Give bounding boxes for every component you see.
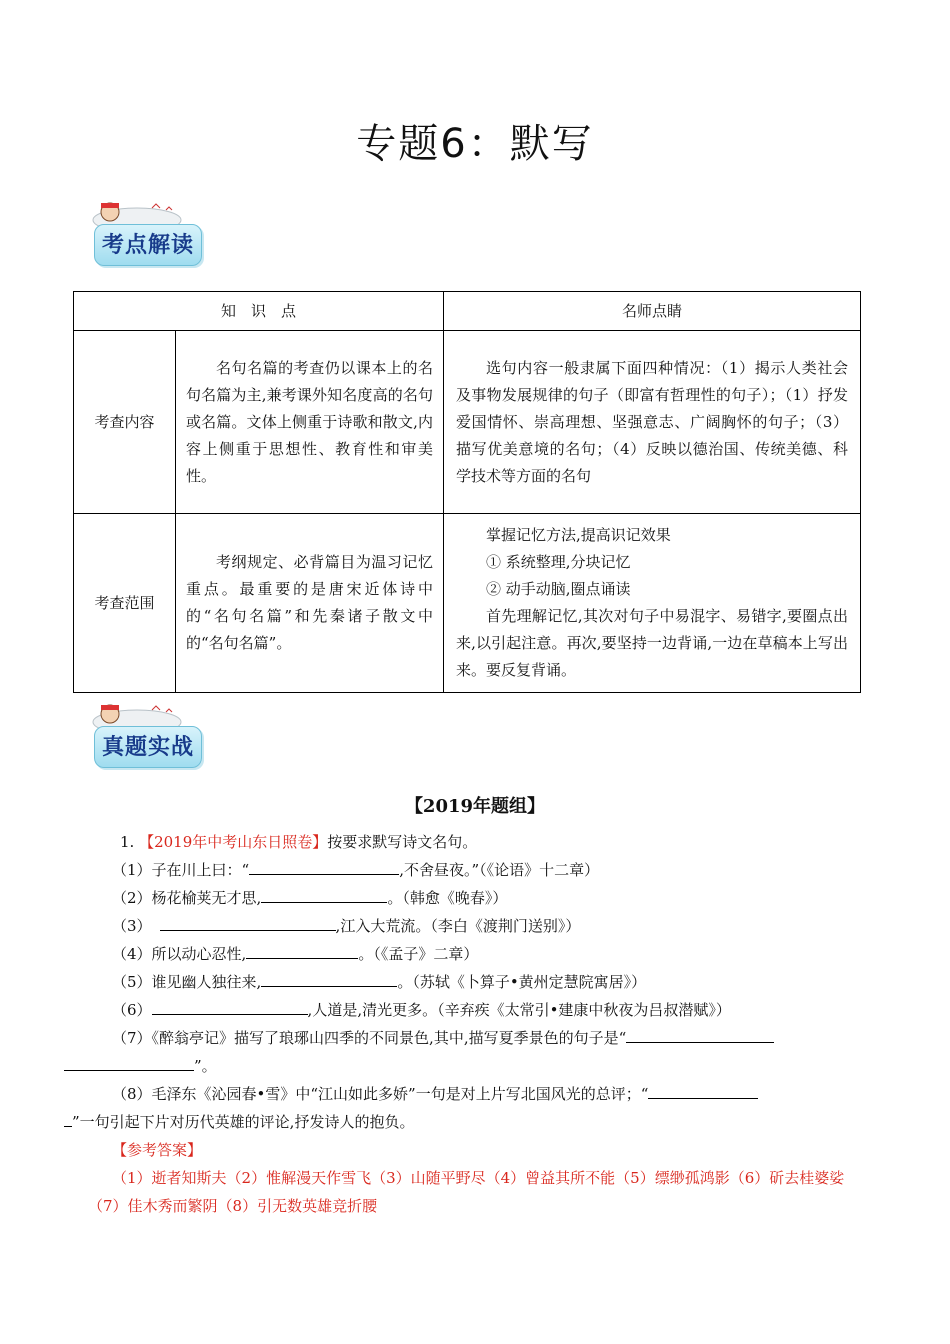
question-source: 【2019年中考山东日照卷】: [139, 833, 328, 851]
question-block: [72, 828, 863, 1220]
list-item: （3） ,江入大荒流。（李白《渡荆门送别》）: [112, 912, 863, 940]
blank-line[interactable]: [64, 1052, 194, 1071]
tip-line: 首先理解记忆,其次对句子中易混字、易错字,要圈点出来,以引起注意。再次,要坚持一边背诵,一边在草稿本上写出来。要反复背诵。: [456, 607, 848, 679]
list-item: （5）谁见幽人独往来, 。（苏轼《卜算子•黄州定慧院寓居》）: [112, 968, 863, 996]
question-header: [88, 828, 863, 856]
blank-line[interactable]: [626, 1024, 774, 1043]
blank-line[interactable]: [64, 1108, 72, 1127]
row-knowledge: 考纲规定、必背篇目为温习记忆重点。最重要的是唐宋近体诗中的“名句名篇”和先秦诸子散文中的“名句名篇”。: [186, 553, 433, 652]
blank-line[interactable]: [152, 996, 308, 1015]
blank-line[interactable]: [648, 1080, 758, 1099]
list-item: （1）子在川上曰：“ ,不舍昼夜。”（《论语》十二章）: [112, 856, 863, 884]
question-number: 1.: [120, 833, 135, 851]
section-title: 【2019年题组】: [404, 796, 546, 817]
answer-label: 【参考答案】: [112, 1141, 203, 1159]
list-item: （2）杨花榆荚无才思, 。（韩愈《晚春》）: [112, 884, 863, 912]
list-item: （6） ,人道是,清光更多。（辛弃疾《太常引•建康中秋夜为吕叔潜赋》）: [112, 996, 863, 1024]
blank-line[interactable]: [160, 912, 336, 931]
row-label: 考查内容: [74, 331, 176, 514]
practice-badge: [82, 700, 212, 774]
blank-line[interactable]: [261, 968, 397, 987]
list-item: （4）所以动心忍性, 。（《孟子》二章）: [112, 940, 863, 968]
answer-text: （1）逝者知斯夫（2）惟解漫天作雪飞（3）山随平野尽（4）曾益其所不能（5）缥缈孤鸿影（6）斫去桂婆娑（7）佳木秀而繁阴（8）引无数英雄竞折腰: [88, 1169, 845, 1215]
question-prompt: 按要求默写诗文名句。: [327, 833, 478, 851]
blank-line[interactable]: [261, 884, 387, 903]
analysis-badge: [82, 198, 212, 272]
tip-line: ① 系统整理,分块记忆: [486, 553, 631, 571]
list-item: （8）毛泽东《沁园春•雪》中“江山如此多娇”一句是对上片写北国风光的总评；“ ”一句引起下片对历代英雄的评论,抒发诗人的抱负。: [88, 1080, 863, 1136]
knowledge-table: [73, 291, 861, 693]
header-tips: 名师点睛: [444, 292, 861, 331]
analysis-badge-label: 考点解读: [101, 232, 194, 258]
header-knowledge: 知 识 点: [74, 292, 444, 331]
blank-line[interactable]: [249, 856, 399, 875]
list-item: （7）《醉翁亭记》描写了琅琊山四季的不同景色,其中,描写夏季景色的句子是“ ”。: [88, 1024, 863, 1080]
practice-badge-label: 真题实战: [101, 734, 194, 760]
row-knowledge: 名句名篇的考查仍以课本上的名句名篇为主,兼考课外知名度高的名句或名篇。文体上侧重于诗歌和散文,内容上侧重于思想性、教育性和审美性。: [186, 358, 433, 485]
row-tips: 选句内容一般隶属下面四种情况：（1）揭示人类社会及事物发展规律的句子（即富有哲理性的句子）；（1）抒发爱国情怀、崇高理想、坚强意志、广阔胸怀的句子；（3）描写优美意境的名句；（4）反映以德治国、传统美德、科学技术等方面的名句: [456, 358, 848, 485]
row-label: 考查范围: [74, 514, 176, 693]
tip-line: ② 动手动脑,圈点诵读: [486, 580, 631, 598]
blank-line[interactable]: [246, 940, 358, 959]
page-title: 专题6：默写: [356, 121, 594, 167]
tip-line: 掌握记忆方法,提高识记效果: [486, 526, 671, 544]
